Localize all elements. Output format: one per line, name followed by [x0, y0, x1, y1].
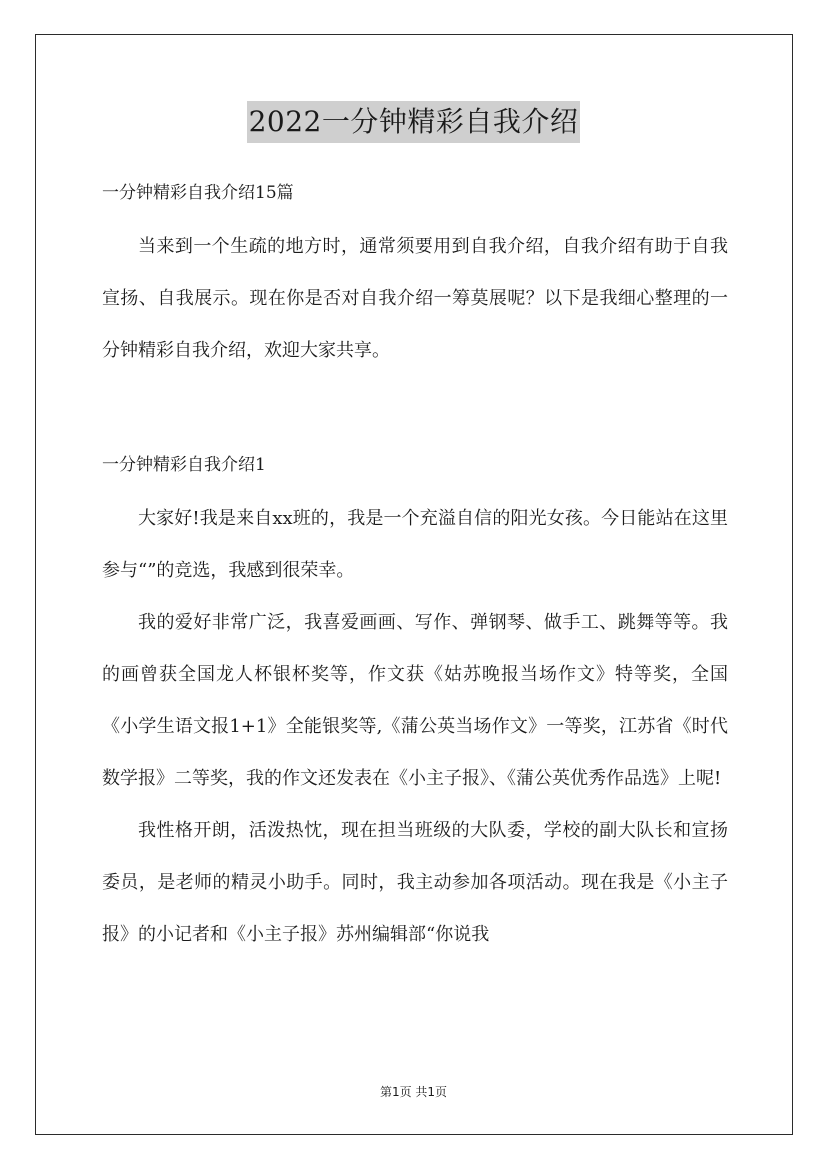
document-title: 2022一分钟精彩自我介绍 — [247, 101, 581, 143]
section-heading: 一分钟精彩自我介绍1 — [102, 455, 266, 475]
body-block — [102, 493, 728, 961]
title-container — [0, 101, 827, 143]
body-paragraph: 我的爱好非常广泛，我喜爱画画、写作、弹钢琴、做手工、跳舞等等。我的画曾获全国龙人杯银杯奖等，作文获《姑苏晚报当场作文》特等奖，全国《小学生语文报1+1》全能银奖等,《蒲公英当场作文》一等奖，江苏省《时代数学报》二等奖，我的作文还发表在《小主子报》、《蒲公英优秀作品选》上呢! — [102, 612, 728, 789]
intro-block — [102, 221, 728, 377]
body-paragraph: 我性格开朗，活泼热忱，现在担当班级的大队委，学校的副大队长和宣扬委员，是老师的精灵小助手。同时，我主动参加各项活动。现在我是《小主子报》的小记者和《小主子报》苏州编辑部“你说我 — [102, 820, 728, 945]
intro-paragraph: 当来到一个生疏的地方时，通常须要用到自我介绍，自我介绍有助于自我宣扬、自我展示。现在你是否对自我介绍一筹莫展呢？以下是我细心整理的一分钟精彩自我介绍，欢迎大家共享。 — [102, 236, 728, 361]
page-number: 第1页 共1页 — [379, 1085, 448, 1099]
body-paragraph: 大家好!我是来自xx班的，我是一个充溢自信的阳光女孩。今日能站在这里参与“”的竞选，我感到很荣幸。 — [102, 508, 728, 581]
document-subtitle: 一分钟精彩自我介绍15篇 — [102, 183, 294, 203]
